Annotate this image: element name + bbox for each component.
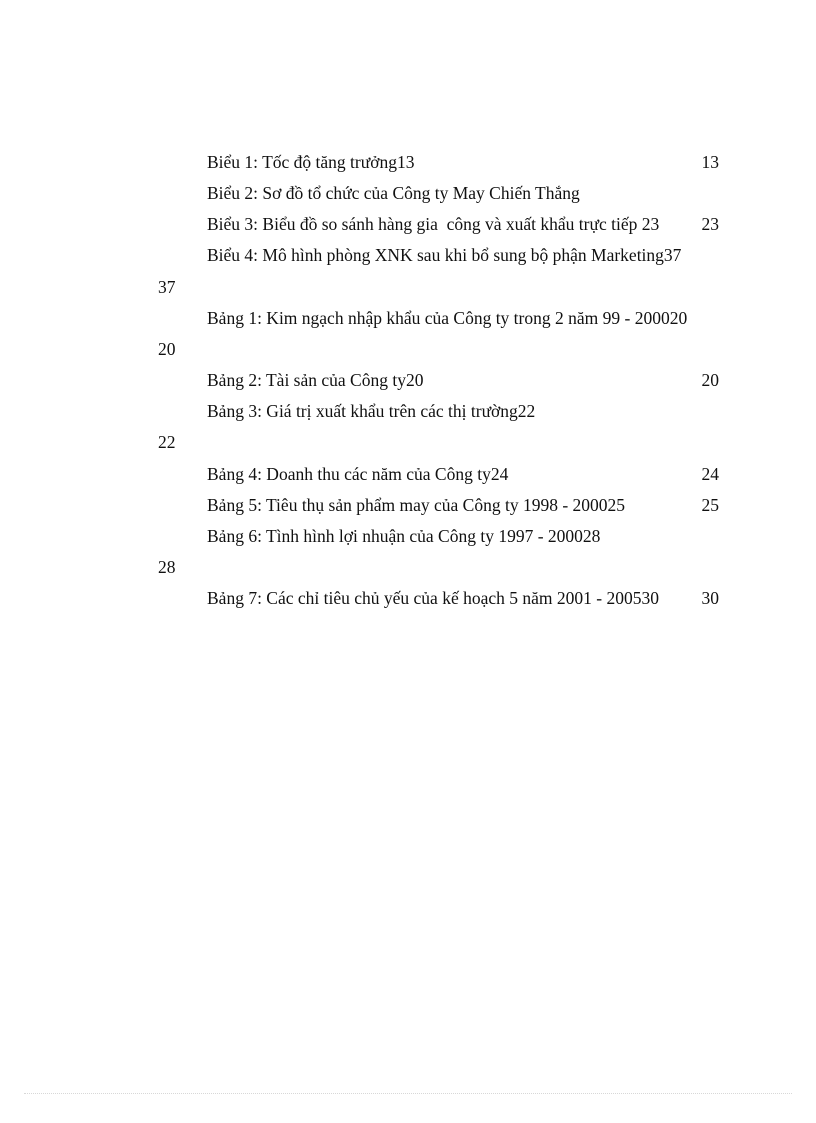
toc-page-number: 23 bbox=[701, 214, 719, 234]
toc-entry-text: Bảng 6: Tình hình lợi nhuận của Công ty 1997 - 200028 bbox=[207, 526, 601, 546]
page-bottom-divider bbox=[24, 1093, 792, 1094]
toc-entry-text: Bảng 2: Tài sản của Công ty20 bbox=[207, 370, 424, 390]
toc-entry-text: Biểu 2: Sơ đồ tổ chức của Công ty May Chiến Thắng bbox=[207, 183, 580, 203]
toc-wrapped-page-number: 37 bbox=[158, 277, 176, 297]
toc-entry-text: Bảng 3: Giá trị xuất khẩu trên các thị trường22 bbox=[207, 401, 536, 421]
toc-wrapped-page-number: 20 bbox=[158, 339, 176, 359]
toc-wrapped-page-number: 22 bbox=[158, 432, 176, 452]
toc-entry-text: Biểu 1: Tốc độ tăng trưởng13 bbox=[207, 152, 415, 172]
toc-entry-text: Biểu 4: Mô hình phòng XNK sau khi bổ sung bộ phận Marketing37 bbox=[207, 245, 682, 265]
toc-entry-text: Bảng 4: Doanh thu các năm của Công ty24 bbox=[207, 464, 509, 484]
toc-entry-text: Biểu 3: Biểu đồ so sánh hàng gia công và xuất khẩu trực tiếp 23 bbox=[207, 214, 660, 234]
toc-entry-text: Bảng 7: Các chỉ tiêu chủ yếu của kế hoạch 5 năm 2001 - 200530 bbox=[207, 588, 659, 608]
toc-page-number: 25 bbox=[701, 495, 719, 515]
toc-page-number: 20 bbox=[701, 370, 719, 390]
toc-page-number: 30 bbox=[701, 588, 719, 608]
toc-entry-text: Bảng 5: Tiêu thụ sản phẩm may của Công ty 1998 - 200025 bbox=[207, 495, 626, 515]
toc-entry-text: Bảng 1: Kim ngạch nhập khẩu của Công ty trong 2 năm 99 - 200020 bbox=[207, 308, 688, 328]
toc-entry-bang-7 bbox=[207, 588, 719, 668]
toc-page-number: 13 bbox=[701, 152, 719, 172]
toc-page-number: 24 bbox=[701, 464, 719, 484]
toc-wrapped-page-number: 28 bbox=[158, 557, 176, 577]
